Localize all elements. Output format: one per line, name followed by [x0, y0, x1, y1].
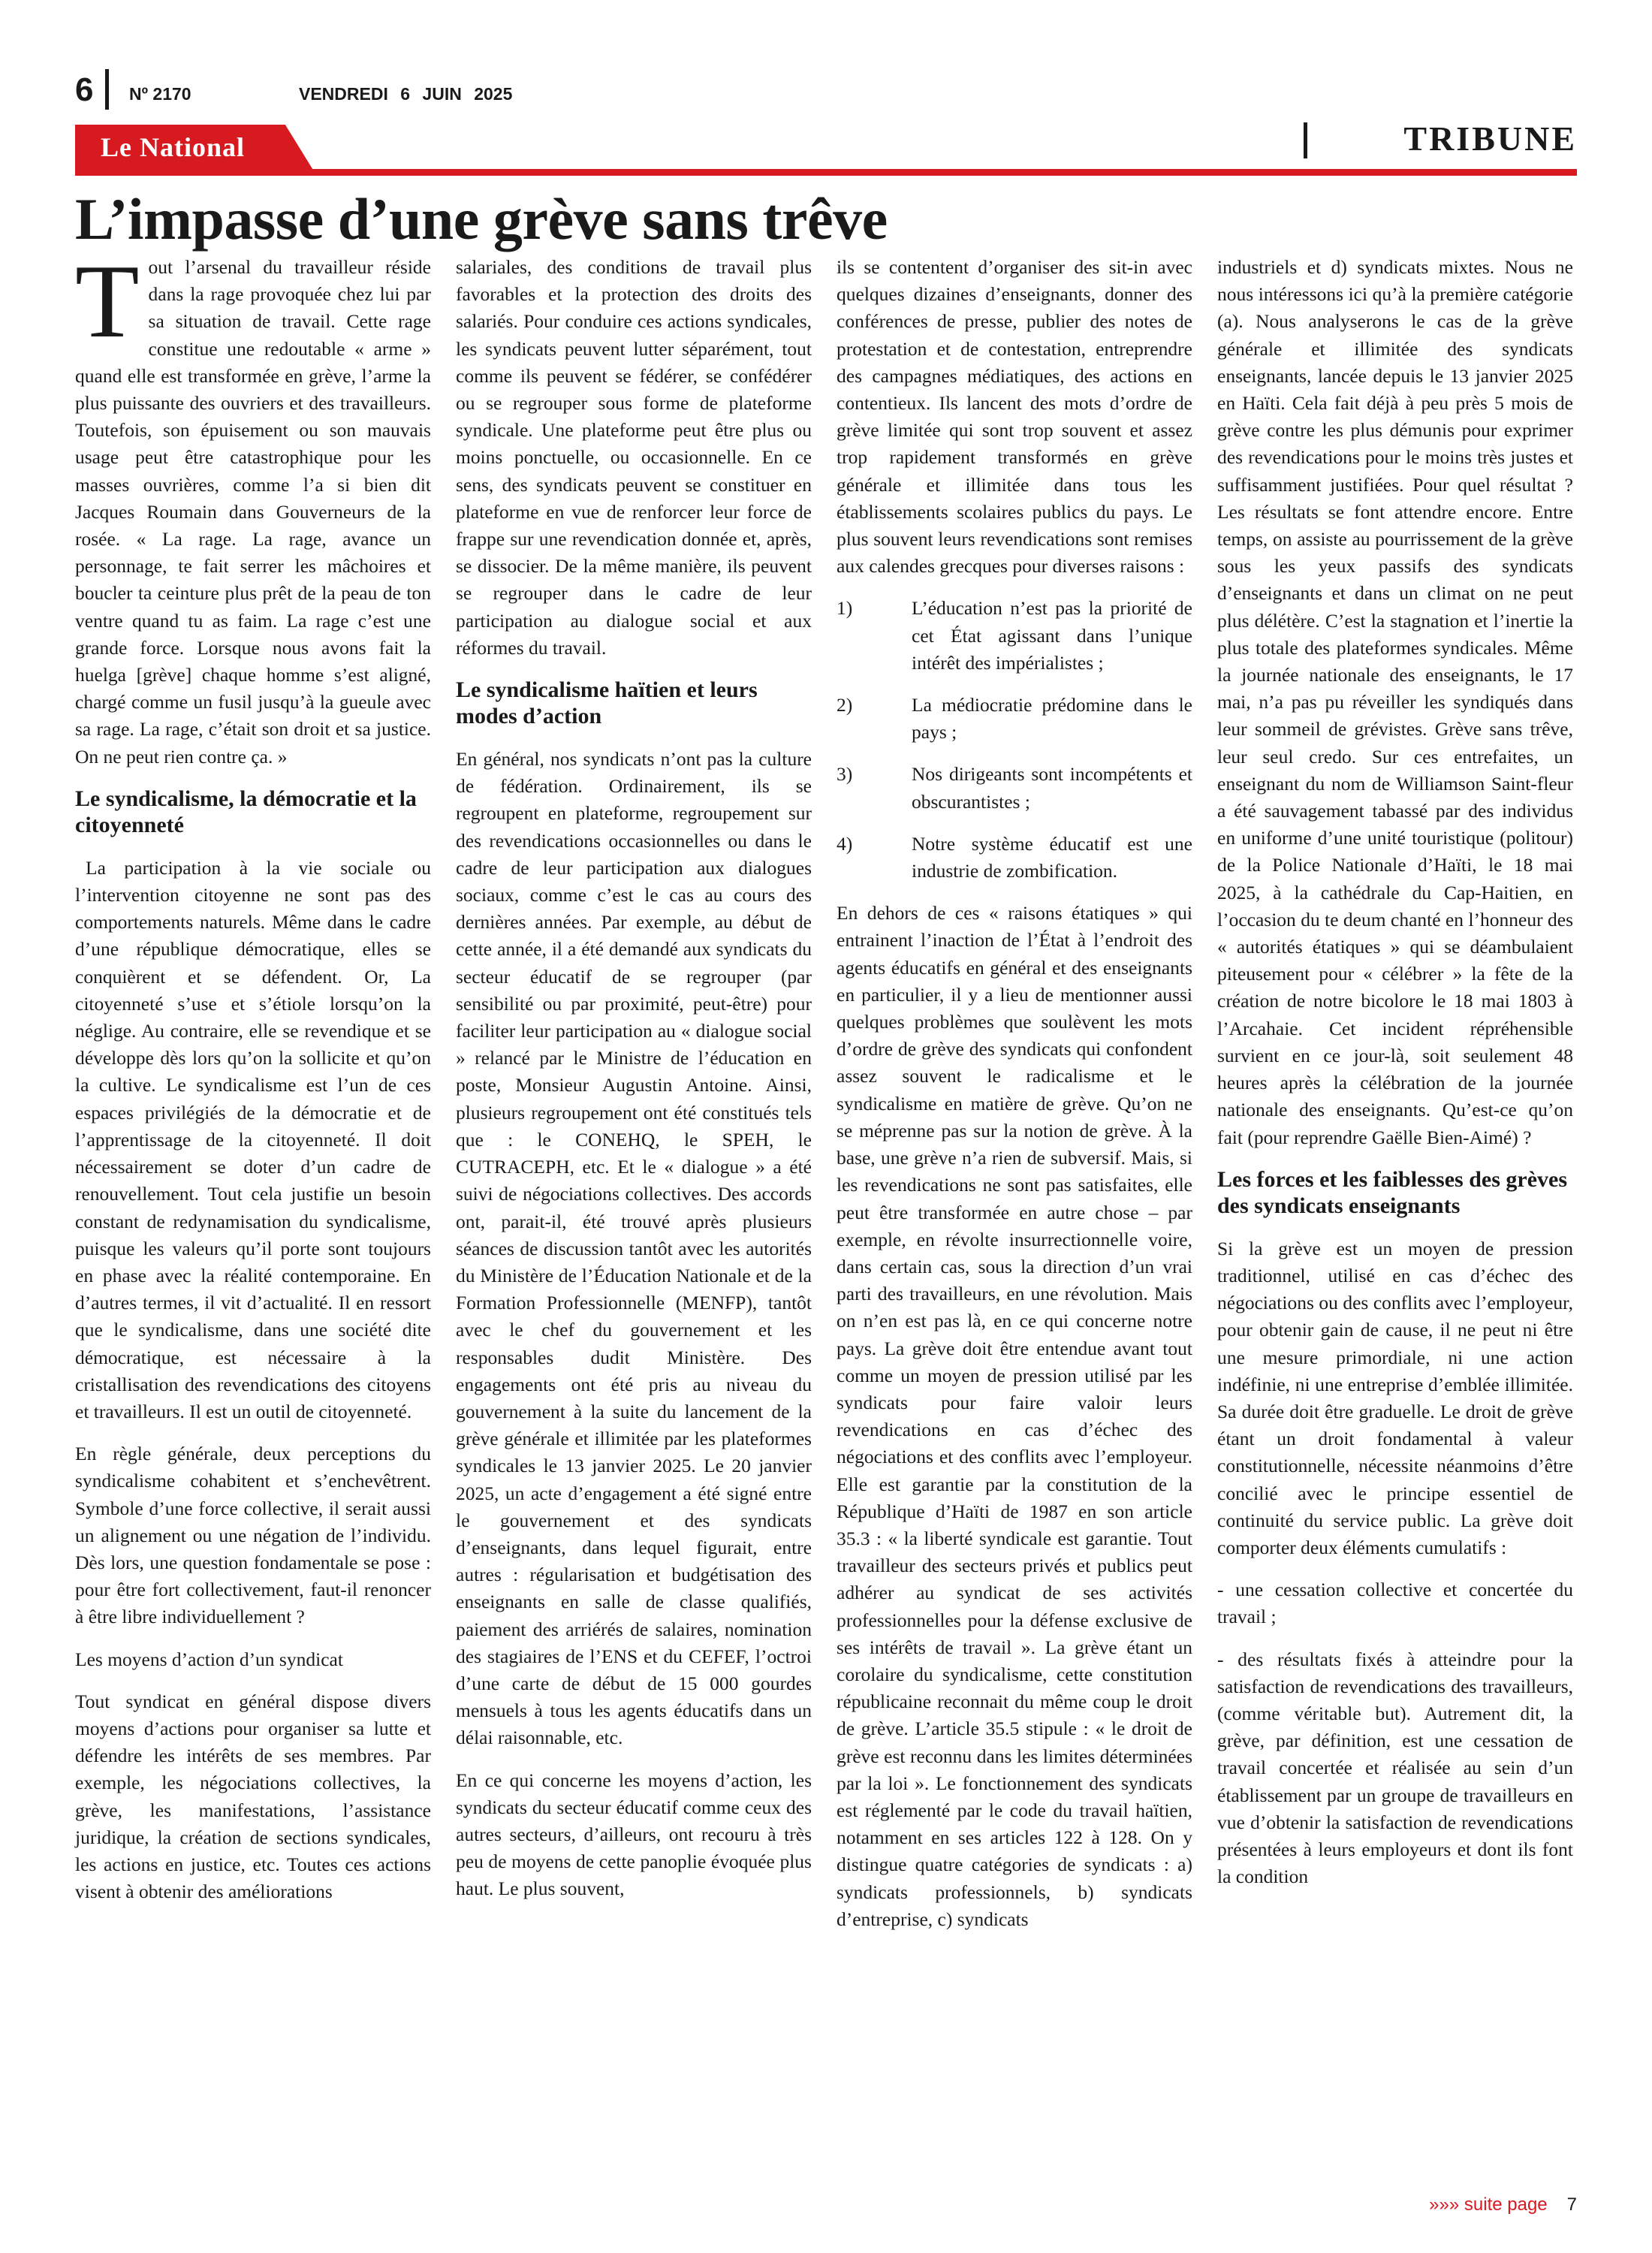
drop-cap: T: [75, 243, 140, 360]
paragraph: Si la grève est un moyen de pression traditionnel, utilisé en cas d’échec des négociations ou des conflits avec l’employeur, pour obtenir gain de cause, il ne peut ni être une mesure primordiale, ni une action indéfinie, ni une entreprise d’emblée illimitée. Sa durée doit être graduelle. Le droit de grève étant un droit fondamental à valeur constitutionnelle, nécessite néanmoins d’être concilié avec le principe essentiel de continuité du service public. La grève doit comporter deux éléments cumulatifs :: [1217, 1237, 1573, 1558]
paragraph: En ce qui concerne les moyens d’action, les syndicats du secteur éducatif comme ceux des autres secteurs, d’ailleurs, ont recouru à très peu de moyens de cette panoplie évoquée plus haut. Le plus souvent,: [456, 1769, 812, 1900]
list-number: 3): [837, 763, 853, 786]
intro-paragraph: [75, 243, 431, 771]
list-item: [837, 831, 1192, 885]
article-column-1: [75, 243, 431, 1920]
issue-date: VENDREDI 6 JUIN 2025: [299, 84, 513, 104]
list-number: 4): [837, 832, 853, 855]
header-divider: [105, 69, 109, 110]
subheading: Le syndicalisme, la démocratie et la citoyenneté: [75, 786, 417, 837]
paragraph: La participation à la vie sociale ou l’intervention citoyenne ne sont pas des comportements naturels. Même dans le cadre d’une république démocratique, elles se conquièrent et se défendent. Or, La citoyenneté s’use et s’étiole lorsqu’on la néglige. Au contraire, elle se revendique et se développe dès lors qu’on la sollicite et qu’on la cultive. Le syndicalisme est l’un de ces espaces privilégiés de la démocratie et de l’apprentissage de la citoyenneté. Il doit nécessairement se doter d’un cadre de renouvellement. Tout cela justifie un besoin constant de redynamisation du syndicalisme, puisque les valeurs qu’il porte sont toujours en phase avec la réalité contemporaine. En d’autres termes, il vit d’actualité. Il en ressort que le syndicalisme, dans une société dite démocratique, est nécessaire à la cristallisation des revendications des citoyens et travailleurs. Il est un outil de citoyenneté.: [75, 856, 431, 1422]
continued-notice: [1429, 2194, 1577, 2215]
section-divider: [1304, 122, 1307, 158]
list-text: L’éducation n’est pas la priorité de cet État agissant dans l’unique intérêt des impérialistes ;: [912, 597, 1192, 674]
subheading: Le syndicalisme haïtien et leurs modes d’action: [456, 677, 758, 729]
paragraph: industriels et d) syndicats mixtes. Nous ne nous intéressons ici qu’à la première catégorie (a). Nous analyserons le cas de la grève générale et illimitée des syndicats enseignants, lancée depuis le 13 janvier 2025 en Haïti. Cela fait déjà à peu près 5 mois de grève contre les plus démunis pour exprimer des revendications pour le moins très justes et suffisamment justifiées. Pour quel résultat ? Les résultats se font attendre encore. Entre temps, on assiste au pourrissement de la grève sous les yeux passifs des syndicats d’enseignants et dans un climat on ne peut plus délétère. C’est la stagnation et l’inertie la plus totale des plateformes syndicales. Même la journée nationale des enseignants, le 17 mai, n’a pas pu réveiller les syndiqués dans leur sommeil de grévistes. Grève sans trêve, leur seul credo. Sur ces entrefaites, un enseignant du nom de Williamson Saint-fleur a été sauvagement tabassé par des individus en uniforme d’une unité touristique (politour) de la Police Nationale d’Haïti, le 18 mai 2025, à la cathédrale du Cap-Haitien, en l’occasion du te deum chanté en l’honneur des « autorités étatiques » qui se déambulaient piteusement pour « célébrer » la fête de la création de notre bicolore le 18 mai 1803 à l’Arcahaie. Cet incident répréhensible survient en ce jour-là, soit seulement 48 heures après la célébration de la journée nationale des enseignants. Qu’est-ce qu’on fait (pour reprendre Gaëlle Bien-Aimé) ?: [1217, 256, 1573, 1148]
paragraph: ils se contentent d’organiser des sit-in avec quelques dizaines d’enseignants, donner des conférences de presse, publier des notes de protestation et de contestation, entreprendre des campagnes médiatiques, des actions en contentieux. Ils lancent des mots d’ordre de grève limitée qui sont trop souvent et assez trop rapidement transformés en grève générale et illimitée dans tous les établissements scolaires publics du pays. Le plus souvent leurs revendications sont remises aux calendes grecques pour diverses raisons :: [837, 256, 1192, 578]
paragraph: En général, nos syndicats n’ont pas la culture de fédération. Ordinairement, ils se regroupent en plateforme, regroupement sur des revendications occasionnelles ou dans le cadre de leur participation aux dialogues sociaux, comme c’est le cas au cours des dernières années. Par exemple, au début de cette année, il a été demandé aux syndicats du secteur éducatif de se regrouper (par sensibilité ou par proximité, peut-être) pour faciliter leur participation au « dialogue social » relancé par le Ministre de l’éducation en poste, Monsieur Augustin Antoine. Ainsi, plusieurs regroupement ont été constitués tels que : le CONEHQ, le SPEH, le CUTRACEPH, etc. Et le « dialogue » a été suivi de négociations collectives. Des accords ont, parait-il, été trouvé après plusieurs séances de discussion tantôt avec les autorités du Ministère de l’Éducation Nationale et de la Formation Professionnelle (MENFP), tantôt avec le chef du gouvernement et les responsables dudit Ministère. Des engagements ont été pris au niveau du gouvernement à la suite du lancement de la grève générale et illimitée par les plateformes syndicales le 13 janvier 2025. Le 20 janvier 2025, un acte d’engagement a été signé entre le gouvernement et des syndicats d’enseignants, dans lequel figurait, entre autres : régularisation et budgétisation des enseignants en salle de classe qualifiés, paiement des arriérés de salaires, nomination des stagiaires de l’ENS et du CEFEF, l’octroi d’une carte de début de 15 000 gourdes mensuels à tous les agents éducatifs dans un délai raisonnable, etc.: [456, 748, 812, 1749]
list-item: [837, 692, 1192, 746]
issue-number: Nº 2170: [129, 84, 191, 104]
article-column-3: [837, 254, 1192, 1948]
list-number: 1): [837, 597, 853, 620]
list-item: [837, 761, 1192, 815]
list-item: [837, 595, 1192, 677]
brand-name: Le National: [101, 132, 246, 162]
continued-page-number: 7: [1566, 2194, 1577, 2215]
list-text: Notre système éducatif est une industrie de zombification.: [912, 832, 1192, 882]
intro-text: out l’arsenal du travailleur réside dans la rage provoquée chez lui par sa situation de travail. Cette rage constitue une redoutable « arme » quand elle est transformée en grève, l’arme la plus puissante des ouvriers et des travailleurs. Toutefois, son épuisement ou son mauvais usage peut être catastrophique pour les masses ouvrières, comme l’a si bien dit Jacques Roumain dans Gouverneurs de la rosée. « La rage. La rage, avance un personnage, te fait serrer les mâchoires et boucler ta ceinture plus prêt de la peau de ton ventre quand tu as faim. La rage c’est une grande force. Lorsque nous avons fait la huelga [grève] chaque homme s’est aligné, chargé comme un fusil jusqu’à la gueule avec sa rage. La rage, c’était son droit et sa justice. On ne peut rien contre ça. »: [75, 256, 431, 768]
paragraph: - une cessation collective et concertée du travail ;: [1217, 1579, 1573, 1628]
paragraph: - des résultats fixés à atteindre pour la satisfaction de revendications des travailleurs, (comme véritable but). Autrement dit, la grève, par définition, est une cessation de travail concertée et réalisée au sein d’un établissement par un groupe de travailleurs en vue d’obtenir la satisfaction de revendications présentées à leurs employeurs et dont ils font la condition: [1217, 1648, 1573, 1888]
paragraph: En dehors de ces « raisons étatiques » qui entrainent l’inaction de l’État à l’endroit des agents éducatifs en général et des enseignants en particulier, il y a lieu de mentionner aussi quelques problèmes que soulèvent les mots d’ordre de grève des syndicats qui confondent assez souvent le radicalisme et le syndicalisme en matière de grève. Qu’on ne se méprenne pas sur la notion de grève. À la base, une grève n’a rien de subversif. Mais, si les revendications ne sont pas satisfaites, elle peut être transformée en autre chose – par exemple, en révolte insurrectionnelle voire, dans certain cas, sous la direction d’un vrai parti des travailleurs, en une révolution. Mais on n’en est pas là, en ce qui concerne notre pays. La grève doit être entendue avant tout comme un moyen de pression utilisé par les syndicats pour faire valoir leurs revendications en cas d’échec des négociations et des conflits avec l’employeur. Elle est garantie par la constitution de la République d’Haïti de 1987 en son article 35.3 : « la liberté syndicale est garantie. Tout travailleur des secteurs privés et publics peut adhérer au syndicat de ses activités professionnelles pour la défense exclusive de ses intérêts de travail ». La grève étant un corolaire du syndicalisme, cette constitution républicaine reconnait du même coup le droit de grève. L’article 35.5 stipule : « le droit de grève est reconnu dans les limites déterminées par la loi ». Le fonctionnement des syndicats est réglementé par le code du travail haïtien, notamment en ses articles 122 à 128. On y distingue quatre catégories de syndicats : a) syndicats professionnels, b) syndicats d’entreprise, c) syndicats: [837, 902, 1192, 1930]
list-text: La médiocratie prédomine dans le pays ;: [912, 694, 1192, 743]
subheading: Les forces et les faiblesses des grèves des syndicats enseignants: [1217, 1166, 1567, 1218]
section-label: TRIBUNE: [1403, 119, 1577, 158]
paragraph: En règle générale, deux perceptions du syndicalisme cohabitent et s’enchevêtrent. Symbole d’une force collective, il serait aussi un alignement ou une négation de l’individu. Dès lors, une question fondamentale se pose : pour être fort collectivement, faut-il renoncer à être libre individuellement ?: [75, 1443, 431, 1628]
article-column-4: [1217, 254, 1573, 1905]
continued-label: »»» suite page: [1429, 2194, 1548, 2215]
article-title: L’impasse d’une grève sans trêve: [75, 186, 888, 252]
paragraph: Tout syndicat en général dispose divers moyens d’actions pour organiser sa lutte et défendre les intérêts de ses membres. Par exemple, les négociations collectives, la grève, les manifestations, l’assistance juridique, la création de sections syndicales, les actions en justice, etc. Toutes ces actions visent à obtenir des améliorations: [75, 1690, 431, 1903]
list-number: 2): [837, 694, 853, 716]
article-column-2: [456, 254, 812, 1918]
paragraph: Les moyens d’action d’un syndicat: [75, 1648, 343, 1670]
list-text: Nos dirigeants sont incompétents et obscurantistes ;: [912, 763, 1192, 813]
page-number: 6: [75, 71, 94, 108]
paragraph: salariales, des conditions de travail plus favorables et la protection des droits des salariés. Pour conduire ces actions syndicales, les syndicats peuvent lutter séparément, tout comme ils peuvent se fédérer, se confédérer ou se regrouper sous forme de plateforme syndicale. Une plateforme peut être plus ou moins ponctuelle, ou occasionnelle. En ce sens, des syndicats peuvent se constituer en plateforme en vue de renforcer leur force de frappe sur une revendication donnée et, après, se dissocier. De la même manière, ils peuvent se regrouper dans le cadre de leur participation au dialogue social et aux réformes du travail.: [456, 256, 812, 659]
header-red-rule: [75, 169, 1577, 176]
